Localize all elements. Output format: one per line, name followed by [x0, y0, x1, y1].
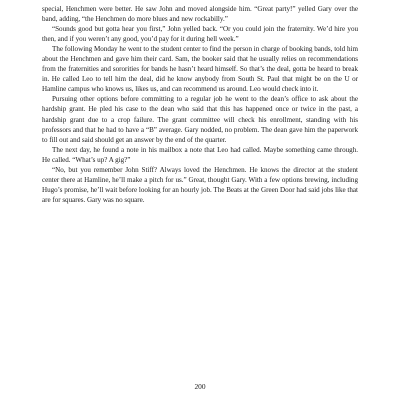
paragraph: “Sounds good but gotta hear you first,” John yelled back. “Or you could join the fraternity. We’d hire you then, and if you weren’t any good, you’d pay for it during hell week.”	[42, 25, 358, 44]
page-number: 200	[194, 382, 206, 391]
paragraph: The following Monday he went to the student center to find the person in charge of booking bands, told him about the Henchmen and gave him their card. Sam, the booker said that he usually relies on recommendations from the fraternities and sororities for bands he hasn’t heard himself. So that’s the deal, gotta be heard to break in. He called Leo to tell him the deal, did he know anybody from South St. Paul that might be on the U or Hamline campus who knows us, likes us, and can recommend us around. Leo would check into it.	[42, 45, 358, 94]
paragraph: The next day, he found a note in his mailbox a note that Leo had called. Maybe something came through. He called. “What’s up? A gig?”	[42, 145, 358, 164]
paragraph: special, Henchmen were better. He saw John and moved alongside him. “Great party!” yelled Gary over the band, adding, “the Henchmen do more blues and new rockabilly.”	[42, 5, 358, 24]
book-page	[42, 4, 358, 397]
paragraph: “No, but you remember John Stiff? Always loved the Henchmen. He knows the director at the student center there at Hamline, he’ll make a pitch for us.” Great, thought Gary. With a few options brewing, including Hugo’s promise, he’ll wait before looking for an hourly job. The Beats at the Green Door had said jobs like that are for squares. Gary was no square.	[42, 165, 358, 204]
paragraph: Pursuing other options before committing to a regular job he went to the dean’s office to ask about the hardship grant. He pled his case to the dean who said that this has happened once or twice in the past, a hardship grant due to a crop failure. The grant committee will check his enrollment, standing with his professors and that he had to have a “B” average. Gary nodded, no problem. The dean gave him the paperwork to fill out and said should get an answer by the end of the quarter.	[42, 95, 358, 144]
body-text	[42, 4, 358, 205]
